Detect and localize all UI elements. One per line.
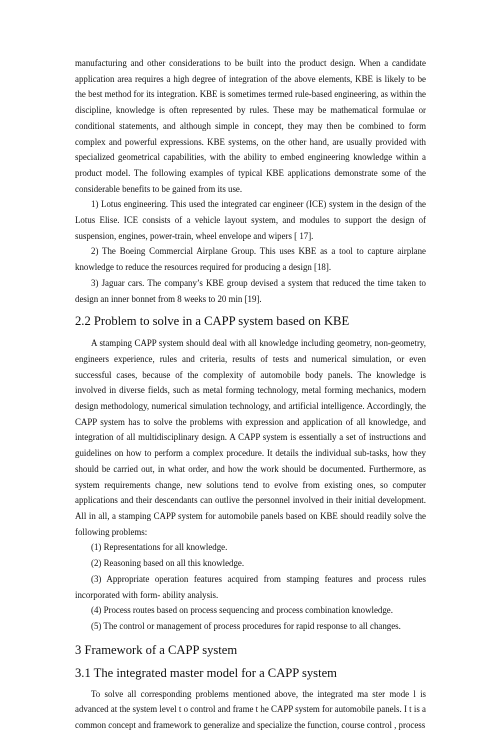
example-item-lotus: 1) Lotus engineering. This used the integrated car engineer (ICE) system in the design of the Lotus Elise. ICE consists of a vehicle layout system, and modules to support the design of suspension, engines, power-train, wheel envelope and wipers [ 17]. [75,199,426,241]
section-3-1-paragraph: To solve all corresponding problems mentioned above, the integrated ma ster mode l is advanced at the system level t o control and frame t he CAPP system for automobile panels. I t is a common concept and framework to generalize and specialize the function, course control , process [75,688,426,731]
section-2-2-paragraph: A stamping CAPP system should deal with all knowledge including geometry, non-geometry, engineers experience, rules and criteria, results of tests and numerical simulation, or even successful cases, because of the complexity of automobile body panels. The knowledge is involved in diverse fields, such as metal forming technology, metal forming mechanics, modern design methodology, numerical simulation technology, and artificial intelligence. Accordingly, the CAPP system has to solve the problems with expression and application of all knowledge, and integration of all multidisciplinary design. A CAPP system is essentially a set of instructions and guidelines on how to perform a complex procedure. It details the individual sub-tasks, how they should be carried out, in what order, and how the work should be documented. Furthermore, as system requirements change, new solutions tend to evolve from existing ones, so computer applications and their descendants can outlive the personnel involved in their initial development. All in all, a stamping CAPP system for automobile panels based on KBE should readily solve the following problems: [75,338,426,537]
section-heading-3: 3 Framework of a CAPP system [75,642,238,657]
problem-item-3: (3) Appropriate operation features acquired from stamping features and process rules incorporated with form- ability analysis. [75,573,426,600]
problem-item-1: (1) Representations for all knowledge. [91,542,228,553]
intro-paragraph: manufacturing and other considerations to be built into the product design. When a candidate application area requires a high degree of integration of the above elements, KBE is likely to be the best method for its integration. KBE is sometimes termed rule-based engineering, as within the discipline, knowledge is often represented by rules. These may be mathematical formulae or conditional statements, and although simple in concept, they may then be combined to form complex and powerful expressions. KBE systems, on the other hand, are usually provided with specialized geometrical capabilities, with the ability to embed engineering knowledge within a product model. The following examples of typical KBE applications demonstrate some of the considerable benefits to be gained from its use. [75,58,426,194]
section-heading-2-2: 2.2 Problem to solve in a CAPP system based on KBE [75,314,350,329]
page-content [75,56,426,734]
section-heading-3-1: 3.1 The integrated master model for a CAPP system [75,665,337,680]
problem-item-4: (4) Process routes based on process sequencing and process combination knowledge. [91,605,393,616]
problem-item-2: (2) Reasoning based on all this knowledge. [91,558,245,569]
example-item-jaguar: 3) Jaguar cars. The company’s KBE group devised a system that reduced the time taken to design an inner bonnet from 8 weeks to 20 min [19]. [75,277,426,304]
example-item-boeing: 2) The Boeing Commercial Airplane Group. This uses KBE as a tool to capture airplane knowledge to reduce the resources required for producing a design [18]. [75,246,426,273]
problem-item-5: (5) The control or management of process procedures for rapid response to all changes. [91,620,401,631]
